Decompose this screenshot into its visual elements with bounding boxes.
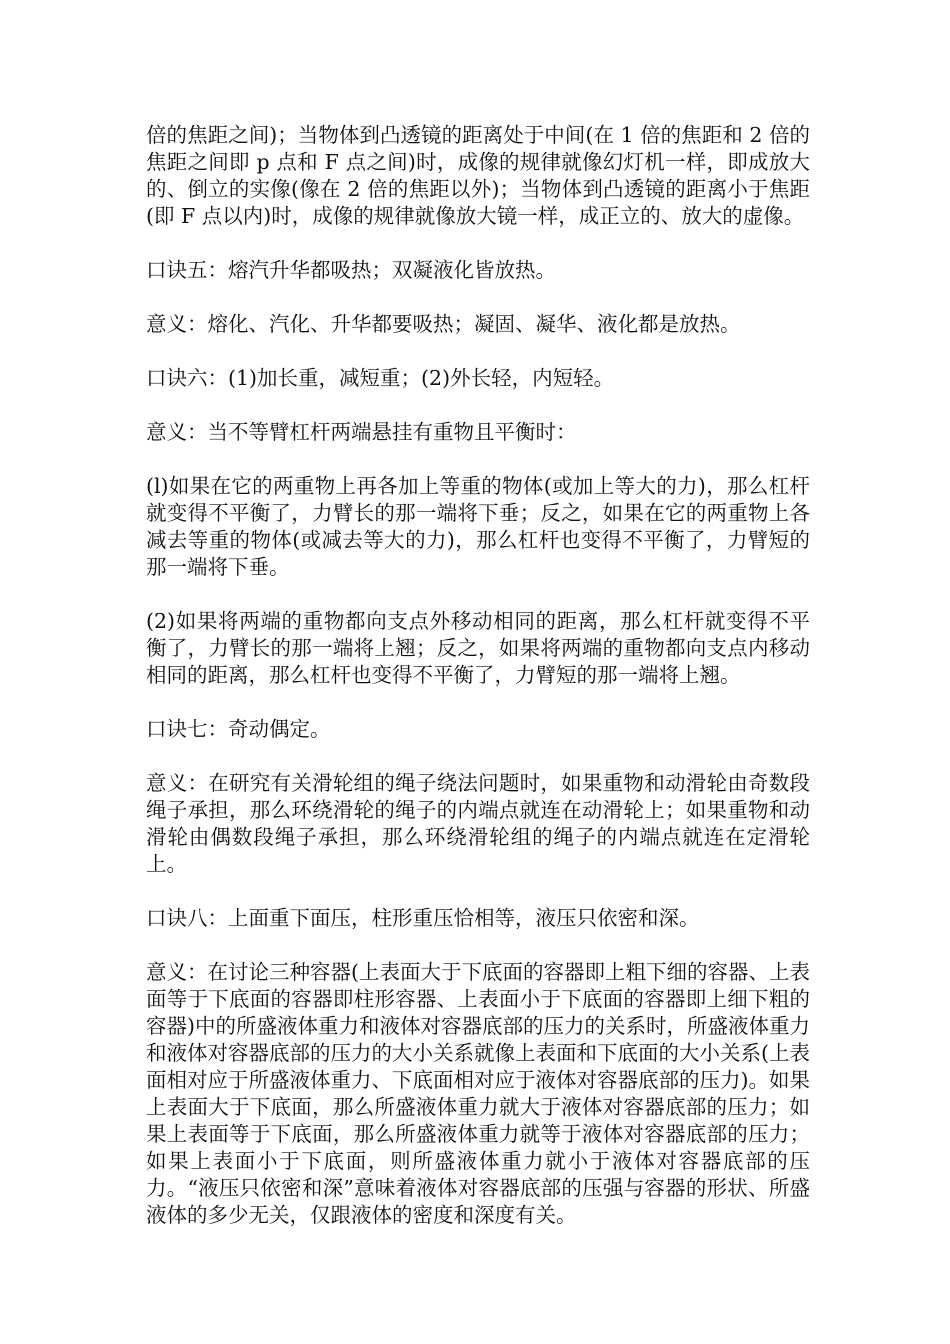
document-page [146,122,810,1256]
paragraph-meaning-8: 意义：在讨论三种容器(上表面大于下底面的容器即上粗下细的容器、上表面等于下底面的容器即柱形容器、上表面小于下底面的容器即上细下粗的容器)中的所盛液体重力和液体对容器底部的压力的关系时，所盛液体重力和液体对容器底部的压力的大小关系就像上表面和下底面的大小关系(上表面相对应于所盛液体重力、下底面相对应于液体对容器底部的压力)。如果上表面大于下底面，那么所盛液体重力就大于液体对容器底部的压力；如果上表面等于下底面，那么所盛液体重力就等于液体对容器底部的压力；如果上表面小于下底面，则所盛液体重力就小于液体对容器底部的压力。“液压只依密和深”意味着液体对容器底部的压强与容器的形状、所盛液体的多少无关，仅跟液体的密度和深度有关。 [146,960,810,1227]
paragraph-meaning-5: 意义：熔化、汽化、升华都要吸热；凝固、凝华、液化都是放热。 [146,312,741,336]
paragraph-mnemonic-8: 口诀八：上面重下面压，柱形重压恰相等，液压只依密和深。 [146,906,700,930]
paragraph-lens-imaging: 倍的焦距之间)；当物体到凸透镜的距离处于中间(在 1 倍的焦距和 2 倍的焦距之间即 p 点和 F 点之间)时，成像的规律就像幻灯机一样，即成放大的、倒立的实像(像在 2 倍的焦距以外)；当物体到凸透镜的距离小于焦距(即 F 点以内)时，成像的规律就像放大镜一样，成正立的、放大的虚像。 [146,123,810,228]
paragraph-mnemonic-6: 口诀六：(1)加长重，减短重；(2)外长轻，内短轻。 [146,366,615,390]
paragraph-lever-case-1: (l)如果在它的两重物上再各加上等重的物体(或加上等大的力)，那么杠杆就变得不平衡了，力臂长的那一端将下垂；反之，如果在它的两重物上各减去等重的物体(或减去等大的力)，那么杠杆也变得不平衡了，力臂短的那一端将下垂。 [146,474,810,579]
paragraph-meaning-6: 意义：当不等臂杠杆两端悬挂有重物且平衡时： [146,420,577,444]
paragraph-mnemonic-5: 口诀五：熔汽升华都吸热；双凝液化皆放热。 [146,258,556,282]
paragraph-mnemonic-7: 口诀七：奇动偶定。 [146,717,331,741]
paragraph-lever-case-2: (2)如果将两端的重物都向支点外移动相同的距离，那么杠杆就变得不平衡了，力臂长的那一端将上翘；反之，如果将两端的重物都向支点内移动相同的距离，那么杠杆也变得不平衡了，力臂短的那一端将上翘。 [146,609,810,687]
paragraph-meaning-7: 意义：在研究有关滑轮组的绳子绕法问题时，如果重物和动滑轮由奇数段绳子承担，那么环绕滑轮的绳子的内端点就连在动滑轮上；如果重物和动滑轮由偶数段绳子承担，那么环绕滑轮组的绳子的内端点就连在定滑轮上。 [146,771,810,876]
